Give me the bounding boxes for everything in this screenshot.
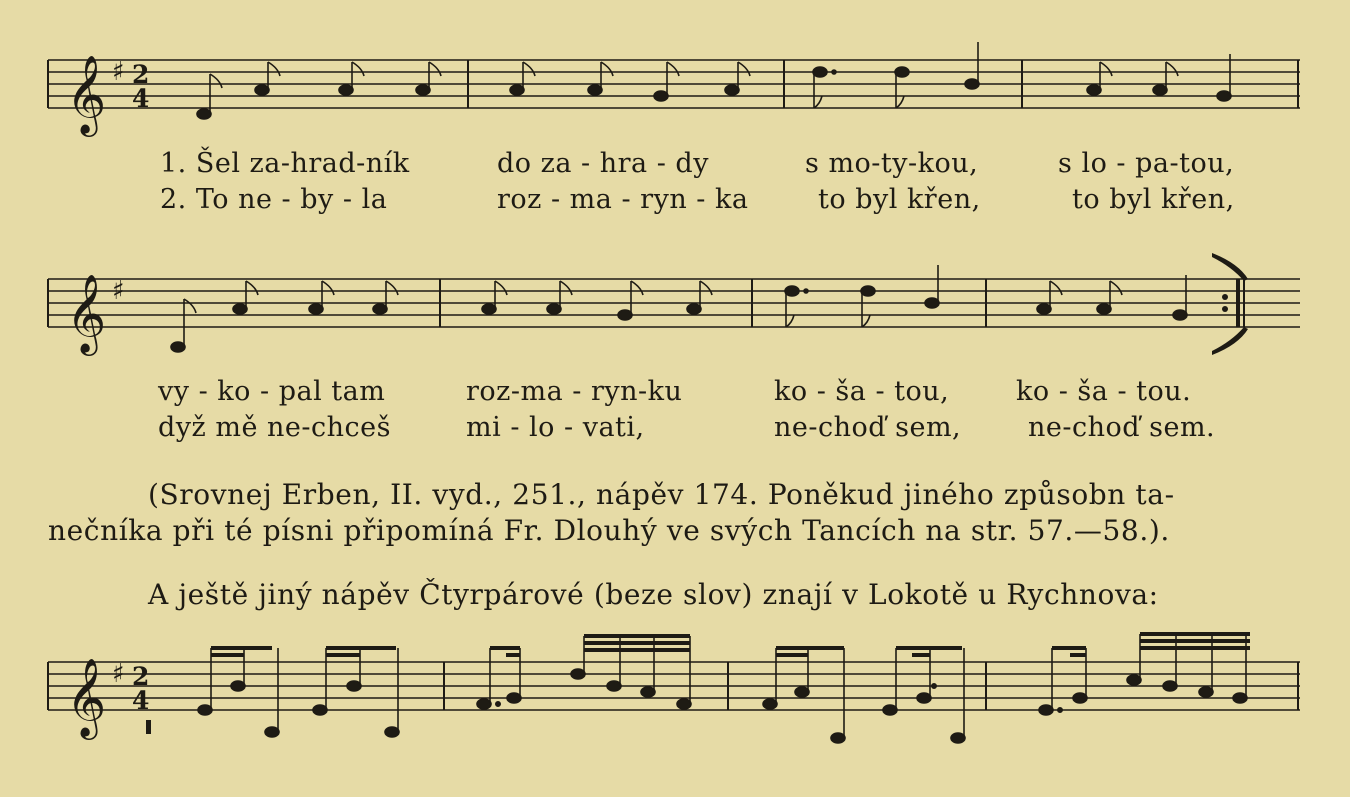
sharp-icon: ♯ xyxy=(112,659,125,689)
lyric-syllable: 2. To ne - by - la xyxy=(160,184,388,215)
note-line-2: nečníka při té písni připomíná Fr. Dlouhý ve svých Tancích na str. 57.—58.). xyxy=(48,514,1170,547)
time-signature-lower: 4 xyxy=(132,84,150,113)
lyrics-verse1-line1 xyxy=(0,148,1350,182)
lyric-syllable: mi - lo - vati, xyxy=(466,412,645,443)
time-signature-lower: 4 xyxy=(132,686,150,715)
staff-1 xyxy=(0,10,1350,150)
repeat-sign-icon xyxy=(1212,253,1248,355)
note-line-1: (Srovnej Erben, II. vyd., 251., nápěv 174. Poněkud jiného způsobn ta- xyxy=(148,478,1175,511)
treble-clef-icon: 𝄞 xyxy=(66,658,107,737)
sharp-icon: ♯ xyxy=(112,57,125,87)
lyric-syllable: roz-ma - ryn-ku xyxy=(466,376,683,407)
lyric-syllable: vy - ko - pal tam xyxy=(158,376,386,407)
lyric-syllable: ne-choď sem, xyxy=(774,412,962,443)
notes-staff-2 xyxy=(171,265,1187,352)
lyrics-verse2-line1 xyxy=(0,184,1350,218)
treble-clef-icon: 𝄞 xyxy=(66,55,107,134)
notes-staff-3 xyxy=(198,634,1250,743)
lyric-syllable: ko - ša - tou. xyxy=(1016,376,1192,407)
time-signature-upper: 2 xyxy=(132,662,150,691)
treble-clef-icon: 𝄞 xyxy=(66,274,107,353)
time-signature-upper: 2 xyxy=(132,60,150,89)
lyric-syllable: dyž mě ne-chceš xyxy=(158,412,391,443)
staff-3 xyxy=(0,628,1350,797)
intro-line: A ještě jiný nápěv Čtyrpárové (beze slov) znají v Lokotě u Rychnova: xyxy=(148,578,1159,611)
sharp-icon: ♯ xyxy=(112,276,125,306)
lyric-syllable: s lo - pa-tou, xyxy=(1058,148,1235,179)
lyric-syllable: to byl křen, xyxy=(818,184,981,215)
lyric-syllable: do za - hra - dy xyxy=(497,148,709,179)
lyrics-verse2-line2 xyxy=(0,412,1350,446)
lyric-syllable: to byl křen, xyxy=(1072,184,1235,215)
staff-2 xyxy=(0,235,1350,375)
lyric-syllable: ne-choď sem. xyxy=(1028,412,1216,443)
lyric-syllable: s mo-ty-kou, xyxy=(805,148,979,179)
lyric-syllable: 1. Šel za-hrad-ník xyxy=(160,148,410,179)
lyric-syllable: roz - ma - ryn - ka xyxy=(497,184,749,215)
lyrics-verse1-line2 xyxy=(0,376,1350,410)
lyric-syllable: ko - ša - tou, xyxy=(774,376,950,407)
